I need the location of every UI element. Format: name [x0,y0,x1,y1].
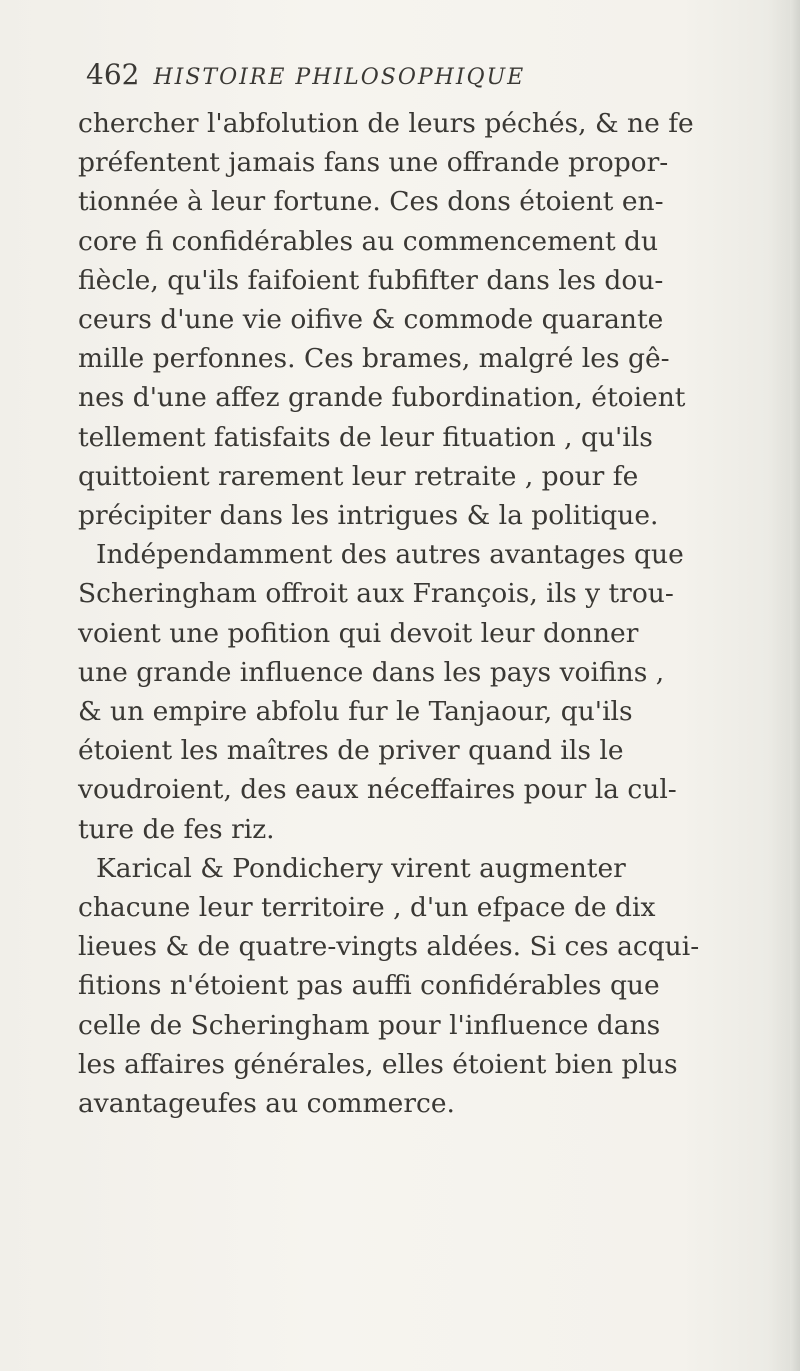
page-edge-shadow [790,0,800,1371]
paragraph-start-line: Indépendamment des autres avantages que [96,539,684,571]
text-line: core fi confidérables au commencement du [78,225,659,257]
text-line: celle de Scheringham pour l'influence dans [78,1009,661,1041]
text-line: tionnée à leur fortune. Ces dons étoient en- [78,186,664,218]
text-line: nes d'une affez grande fubordination, étoient [78,382,686,414]
text-line: fitions n'étoient pas auffi confidérables que [78,970,660,1002]
text-line: préfentent jamais fans une offrande propor- [78,147,669,179]
text-line: avantageufes au commerce. [78,1088,455,1120]
text-line: une grande influence dans les pays voifins , [78,656,665,688]
text-line: ceurs d'une vie oifive & commode quarante [78,304,664,336]
text-line: & un empire abfolu fur le Tanjaour, qu'ils [78,696,633,728]
text-line: ture de fes riz. [78,813,275,845]
running-title: HISTOIRE PHILOSOPHIQUE [153,65,526,90]
paragraph-start-line: Karical & Pondichery virent augmenter [96,852,626,884]
text-line: chacune leur territoire , d'un efpace de dix [78,892,656,924]
text-line: quittoient rarement leur retraite , pour fe [78,460,639,492]
text-line: tellement fatisfaits de leur fituation , qu'ils [78,421,653,453]
text-line: voient une pofition qui devoit leur donner [78,617,639,649]
running-header [86,58,766,91]
text-line: voudroient, des eaux néceffaires pour la cul- [78,774,677,806]
text-line: lieues & de quatre-vingts aldées. Si ces acqui- [78,931,700,963]
body-text [78,104,778,1123]
text-line: précipiter dans les intrigues & la politique. [78,500,659,532]
text-line: chercher l'abfolution de leurs péchés, & ne fe [78,108,694,139]
text-line: étoient les maîtres de priver quand ils le [78,735,624,767]
page-number: 462 [86,58,140,91]
text-line: Scheringham offroit aux François, ils y trou- [78,578,674,610]
text-line: fiècle, qu'ils faifoient fubfifter dans les dou- [78,264,664,296]
text-line: mille perfonnes. Ces brames, malgré les gê- [78,343,670,375]
text-line: les affaires générales, elles étoient bien plus [78,1048,678,1080]
